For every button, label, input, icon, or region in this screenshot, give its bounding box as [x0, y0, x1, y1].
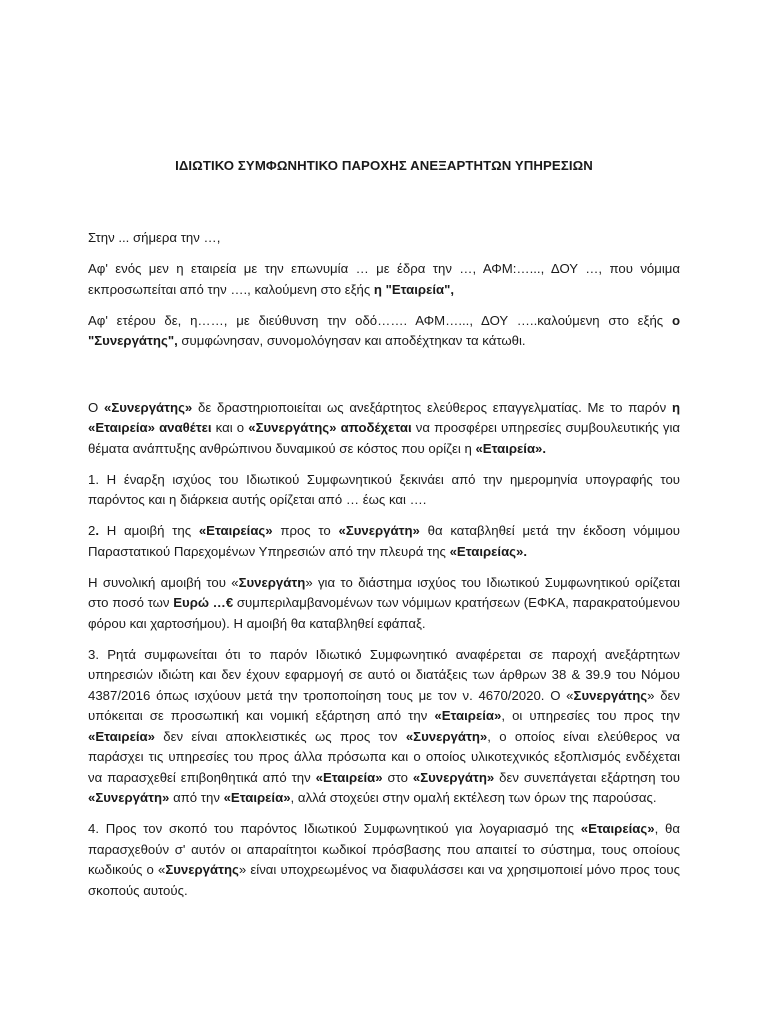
text-run: Η αμοιβή της: [99, 523, 199, 538]
bold-text-run: η "Εταιρεία",: [373, 281, 455, 297]
bold-text-run: η «Εταιρεία» αναθέτει: [88, 399, 680, 435]
bold-text-run: Ευρώ …€: [173, 595, 234, 610]
text-run: 4. Προς τον σκοπό του παρόντος Ιδιωτικού Συμφωνητικού για λογαριασμό της: [88, 821, 581, 836]
paragraph-partner-party: [88, 311, 680, 352]
text-run: δεν συνεπάγεται εξάρτηση του: [494, 769, 680, 785]
bold-text-run: Συνεργάτη: [238, 574, 306, 590]
text-run: , θα παρασχεθούν σ' αυτόν οι απαραίτητοι κωδικοί πρόσβασης που απαιτεί το σύστημα, τους οποίους κωδικούς ο «: [88, 821, 680, 877]
text-run: Στην ... σήμερα την …,: [88, 230, 221, 245]
text-run: 3. Ρητά συμφωνείται ότι το παρόν Ιδιωτικό Συμφωνητικό αναφέρεται σε παροχή ανεξάρτητων υπηρεσιών ιδιώτη και δεν έχουν εφαρμογή σε αυτό οι διατάξεις των άρθρων 38 & 39.9 του Νόμου 4387/2016 όπως ισχύουν μετά την τροποποίηση τους με τον ν. 4670/2020. Ο «: [88, 646, 680, 703]
bold-text-run: Συνεργάτης: [573, 687, 648, 703]
text-run: και ο: [211, 420, 249, 435]
paragraph-date-intro: [88, 228, 680, 249]
bold-text-run: «Εταιρεία»: [315, 769, 383, 785]
bold-text-run: «Συνεργάτης» αποδέχεται: [248, 420, 412, 435]
paragraph-company-party: [88, 259, 680, 300]
text-run: συμπεριλαμβανομένων των νόμιμων κρατήσεων (ΕΦΚΑ, παρακρατούμενου φόρου και χαρτοσήμου). Η αμοιβή θα καταβληθεί εφάπαξ.: [88, 595, 680, 631]
text-run: , αλλά στοχεύει στην ομαλή εκτέλεση των όρων της παρούσας.: [290, 790, 657, 805]
paragraph-total-fee: [88, 573, 680, 635]
text-run: , οι υπηρεσίες του προς την: [501, 708, 681, 723]
text-run: » δεν υπόκειται σε προσωπική και νομική εξάρτηση από την: [88, 687, 681, 723]
paragraph-term-2: [88, 521, 680, 562]
bold-text-run: «Εταιρεία».: [475, 440, 547, 456]
text-run: Αφ' ενός μεν η εταιρεία με την επωνυμία … με έδρα την …, ΑΦΜ:…..., ΔΟΥ …, που νόμιμα εκπροσωπείται από την …., καλούμενη στο εξής: [88, 261, 680, 297]
text-run: Ο: [88, 399, 105, 415]
text-run: Η συνολική αμοιβή του «: [88, 574, 239, 590]
bold-text-run: ο "Συνεργάτης",: [88, 312, 680, 348]
bold-text-run: «Συνεργάτη»: [88, 790, 170, 805]
bold-text-run: «Συνεργάτης»: [104, 399, 193, 415]
bold-text-run: «Συνεργάτη»: [412, 769, 495, 785]
text-run: από την: [169, 790, 224, 805]
paragraph-term-3: [88, 645, 680, 809]
bold-text-run: «Εταιρεία»: [88, 728, 155, 744]
text-run: προς το: [272, 523, 339, 538]
text-run: 1. Η έναρξη ισχύος του Ιδιωτικού Συμφωνητικού ξεκινάει από την ημερομηνία υπογραφής του παρόντος και η διάρκεια αυτής ορίζεται από … έως και ….: [88, 471, 680, 507]
bold-text-run: «Συνεργάτη»: [405, 728, 488, 744]
document-body: [88, 228, 680, 901]
bold-text-run: Συνεργάτης: [165, 862, 239, 877]
paragraph-term-1: [88, 470, 680, 511]
text-run: » είναι υποχρεωμένος να διαφυλάσσει και να χρησιμοποιεί μόνο προς τους σκοπούς αυτούς.: [88, 862, 680, 898]
bold-text-run: .: [95, 523, 100, 538]
text-run: Αφ' ετέρου δε, η……, με διεύθυνση την οδό……. ΑΦΜ…..., ΔΟΥ …..καλούμενη στο εξής: [88, 312, 672, 328]
text-run: συμφώνησαν, συνομολόγησαν και αποδέχτηκαν τα κάτωθι.: [177, 333, 526, 348]
text-run: στο: [382, 769, 413, 785]
bold-text-run: «Εταιρείας».: [449, 543, 528, 559]
text-run: να προσφέρει υπηρεσίες συμβουλευτικής για θέματα ανάπτυξης ανθρώπινου δυναμικού σε κόστος που ορίζει η: [88, 420, 680, 456]
text-run: » για το διάστημα ισχύος του Ιδιωτικού Συμφωνητικού ορίζεται στο ποσό των: [88, 574, 680, 610]
text-run: θα καταβληθεί μετά την έκδοση νόμιμου Παραστατικού Παρεχομένων Υπηρεσιών από την πλευρά της: [88, 523, 680, 559]
text-run: , ο οποίος είναι ελεύθερος να παράσχει τις υπηρεσίες του προς άλλα πρόσωπα και ο οποίος υλικοτεχνικός εξοπλισμός ενδέχεται να παρασχεθεί επιβοηθητικά από την: [88, 728, 680, 785]
bold-text-run: «Εταιρεία»: [223, 790, 291, 805]
text-run: δεν είναι αποκλειστικές ως προς τον: [154, 728, 406, 744]
bold-text-run: «Εταιρείας»: [580, 821, 655, 836]
bold-text-run: «Εταιρείας»: [198, 523, 273, 538]
bold-text-run: «Εταιρεία»: [434, 708, 502, 723]
text-run: 2: [88, 523, 96, 538]
document-title: ΙΔΙΩΤΙΚΟ ΣΥΜΦΩΝΗΤΙΚΟ ΠΑΡΟΧΗΣ ΑΝΕΞΑΡΤΗΤΩΝ ΥΠΗΡΕΣΙΩΝ: [175, 158, 593, 173]
text-run: δε δραστηριοποιείται ως ανεξάρτητος ελεύθερος επαγγελματίας. Με το παρόν: [192, 399, 672, 415]
paragraph-assignment: [88, 398, 680, 460]
bold-text-run: «Συνεργάτη»: [338, 523, 420, 538]
paragraph-term-4: [88, 819, 680, 901]
